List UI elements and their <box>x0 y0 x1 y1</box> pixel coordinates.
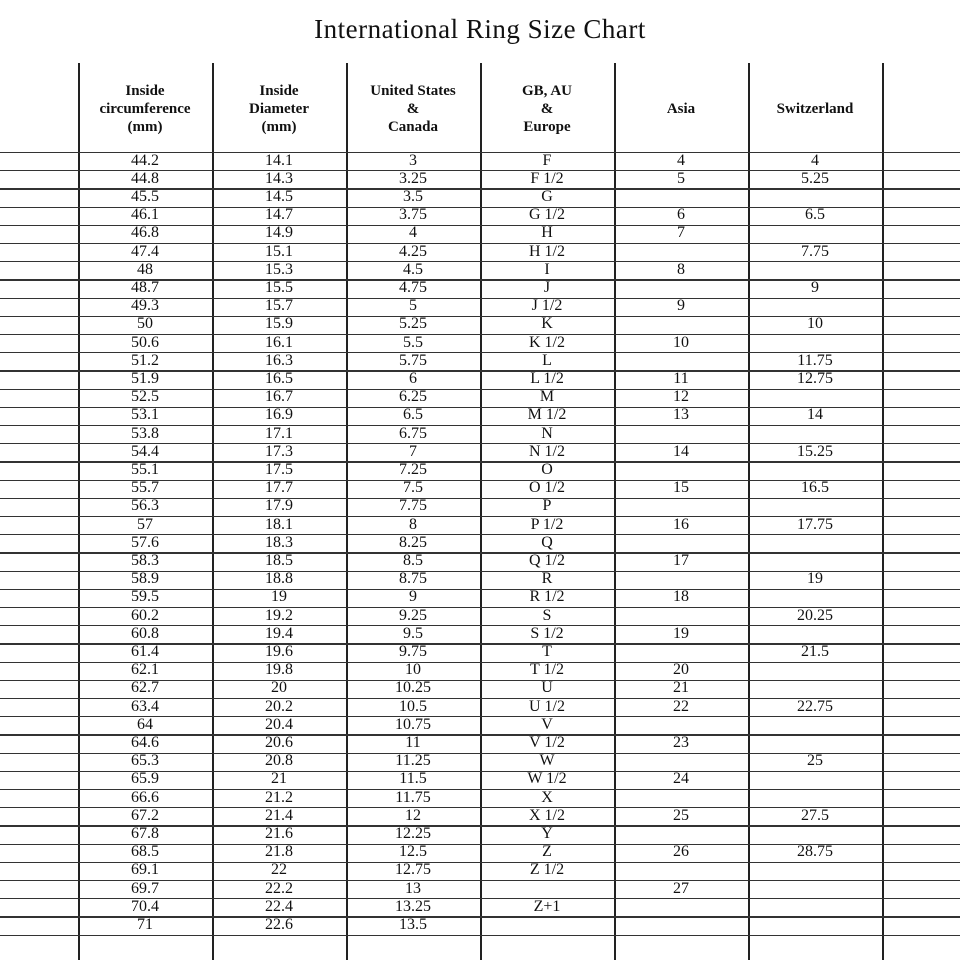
cell-asia: 9 <box>677 297 685 315</box>
cell-us: 3 <box>409 151 417 169</box>
cell-asia: 22 <box>673 697 689 715</box>
cell-diam: 21.8 <box>265 843 293 861</box>
cell-gb: P <box>542 497 552 515</box>
cell-gb: Z+1 <box>533 897 561 915</box>
cell-circ: 56.3 <box>131 497 159 515</box>
cell-asia: 19 <box>673 624 689 642</box>
cell-asia: 5 <box>677 169 685 187</box>
cell-us: 6 <box>409 369 417 387</box>
header-line: Inside <box>259 83 299 99</box>
cell-circ: 68.5 <box>131 843 159 861</box>
cell-circ: 70.4 <box>131 897 159 915</box>
cell-asia: 16 <box>673 515 689 533</box>
cell-swiss: 28.75 <box>797 843 833 861</box>
cell-us: 13.5 <box>399 915 427 933</box>
cell-gb: O <box>541 460 553 478</box>
cell-swiss: 22.75 <box>797 697 833 715</box>
cell-diam: 14.1 <box>265 151 293 169</box>
cell-gb: U <box>541 679 553 697</box>
cell-us: 10.75 <box>395 715 431 733</box>
cell-diam: 15.5 <box>265 278 293 296</box>
cell-us: 6.5 <box>403 406 423 424</box>
cell-circ: 64 <box>137 715 153 733</box>
cell-gb: N <box>541 424 553 442</box>
header-line: Diameter <box>249 101 309 117</box>
cell-diam: 19 <box>271 588 287 606</box>
cell-gb: W 1/2 <box>527 770 567 788</box>
cell-us: 4.25 <box>399 242 427 260</box>
cell-diam: 16.9 <box>265 406 293 424</box>
cell-us: 8 <box>409 515 417 533</box>
cell-gb: N 1/2 <box>529 442 565 460</box>
cell-swiss: 7.75 <box>801 242 829 260</box>
cell-swiss: 6.5 <box>805 206 825 224</box>
header-line: Europe <box>523 119 571 135</box>
cell-diam: 16.1 <box>265 333 293 351</box>
cell-diam: 22.6 <box>265 915 293 933</box>
cell-asia: 14 <box>673 442 689 460</box>
cell-asia: 15 <box>673 479 689 497</box>
header-line: circumference <box>99 101 191 117</box>
cell-circ: 66.6 <box>131 788 159 806</box>
cell-us: 11.75 <box>395 788 431 806</box>
cell-swiss: 15.25 <box>797 442 833 460</box>
cell-us: 5.25 <box>399 315 427 333</box>
cell-circ: 49.3 <box>131 297 159 315</box>
cell-circ: 48.7 <box>131 278 159 296</box>
cell-swiss: 12.75 <box>797 369 833 387</box>
cell-us: 9.5 <box>403 624 423 642</box>
cell-gb: S 1/2 <box>530 624 564 642</box>
cell-gb: M 1/2 <box>527 406 567 424</box>
cell-gb: X <box>541 788 553 806</box>
cell-us: 5.75 <box>399 351 427 369</box>
header-line: Inside <box>125 83 165 99</box>
cell-us: 5 <box>409 297 417 315</box>
cell-us: 5.5 <box>403 333 423 351</box>
header-swiss <box>748 70 882 148</box>
cell-gb: W <box>539 752 555 770</box>
cell-asia: 6 <box>677 206 685 224</box>
cell-gb: K 1/2 <box>529 333 565 351</box>
cell-diam: 15.3 <box>265 260 293 278</box>
cell-asia: 25 <box>673 806 689 824</box>
cell-diam: 19.2 <box>265 606 293 624</box>
cell-diam: 14.5 <box>265 187 293 205</box>
cell-gb: T <box>542 642 552 660</box>
cell-asia: 27 <box>673 879 689 897</box>
cell-swiss: 14 <box>807 406 823 424</box>
header-line: Asia <box>666 101 696 117</box>
cell-us: 12.5 <box>399 843 427 861</box>
cell-us: 10.25 <box>395 679 431 697</box>
cell-swiss: 20.25 <box>797 606 833 624</box>
cell-swiss: 27.5 <box>801 806 829 824</box>
cell-gb: I <box>544 260 550 278</box>
cell-gb: L <box>542 351 552 369</box>
cell-gb: F 1/2 <box>530 169 564 187</box>
cell-us: 3.75 <box>399 206 427 224</box>
cell-us: 4.75 <box>399 278 427 296</box>
cell-circ: 51.9 <box>131 369 159 387</box>
cell-circ: 58.3 <box>131 551 159 569</box>
cell-diam: 14.3 <box>265 169 293 187</box>
cell-diam: 21.4 <box>265 806 293 824</box>
cell-us: 9.25 <box>399 606 427 624</box>
cell-swiss: 10 <box>807 315 823 333</box>
cell-gb: R <box>541 570 553 588</box>
row-rule <box>0 935 960 936</box>
cell-circ: 53.8 <box>131 424 159 442</box>
cell-us: 12.25 <box>395 824 431 842</box>
cell-circ: 61.4 <box>131 642 159 660</box>
cell-gb: U 1/2 <box>529 697 565 715</box>
cell-swiss: 5.25 <box>801 169 829 187</box>
cell-gb: S <box>542 606 552 624</box>
cell-gb: H <box>541 224 553 242</box>
cell-diam: 15.9 <box>265 315 293 333</box>
cell-us: 3.25 <box>399 169 427 187</box>
cell-circ: 69.7 <box>131 879 159 897</box>
cell-gb: K <box>541 315 553 333</box>
cell-circ: 69.1 <box>131 861 159 879</box>
cell-circ: 46.8 <box>131 224 159 242</box>
cell-us: 10.5 <box>399 697 427 715</box>
cell-diam: 17.3 <box>265 442 293 460</box>
cell-gb: O 1/2 <box>529 479 565 497</box>
cell-diam: 17.9 <box>265 497 293 515</box>
cell-gb: M <box>539 388 555 406</box>
cell-circ: 59.5 <box>131 588 159 606</box>
cell-diam: 18.3 <box>265 533 293 551</box>
cell-swiss: 4 <box>811 151 819 169</box>
cell-us: 11 <box>405 733 421 751</box>
header-line: & <box>406 101 420 117</box>
cell-us: 12 <box>405 806 421 824</box>
cell-diam: 19.8 <box>265 661 293 679</box>
cell-asia: 7 <box>677 224 685 242</box>
header-line: United States <box>370 83 456 99</box>
cell-circ: 52.5 <box>131 388 159 406</box>
cell-gb: X 1/2 <box>529 806 565 824</box>
cell-circ: 65.3 <box>131 752 159 770</box>
cell-asia: 24 <box>673 770 689 788</box>
cell-circ: 45.5 <box>131 187 159 205</box>
cell-gb: G 1/2 <box>529 206 565 224</box>
cell-diam: 18.8 <box>265 570 293 588</box>
cell-gb: H 1/2 <box>529 242 565 260</box>
cell-circ: 63.4 <box>131 697 159 715</box>
cell-diam: 21.6 <box>265 824 293 842</box>
cell-us: 7.75 <box>399 497 427 515</box>
cell-diam: 20.8 <box>265 752 293 770</box>
cell-gb: Z 1/2 <box>529 861 565 879</box>
cell-us: 10 <box>405 661 421 679</box>
cell-diam: 20.2 <box>265 697 293 715</box>
cell-gb: R 1/2 <box>529 588 565 606</box>
cell-asia: 11 <box>673 369 689 387</box>
cell-circ: 62.7 <box>131 679 159 697</box>
cell-gb: F <box>542 151 552 169</box>
header-line: GB, AU <box>521 83 572 99</box>
cell-asia: 8 <box>677 260 685 278</box>
cell-diam: 14.7 <box>265 206 293 224</box>
cell-circ: 54.4 <box>131 442 159 460</box>
cell-diam: 20.4 <box>265 715 293 733</box>
cell-us: 8.5 <box>403 551 423 569</box>
cell-us: 11.25 <box>395 752 431 770</box>
cell-diam: 16.3 <box>265 351 293 369</box>
cell-gb: V <box>541 715 553 733</box>
header-line: (mm) <box>127 119 163 135</box>
cell-us: 9 <box>409 588 417 606</box>
cell-circ: 50 <box>137 315 153 333</box>
cell-circ: 57.6 <box>131 533 159 551</box>
cell-circ: 44.2 <box>131 151 159 169</box>
cell-gb: P 1/2 <box>530 515 564 533</box>
cell-us: 3.5 <box>403 187 423 205</box>
cell-us: 4 <box>409 224 417 242</box>
cell-circ: 55.1 <box>131 460 159 478</box>
cell-gb: Q <box>541 533 553 551</box>
cell-gb: T 1/2 <box>530 661 564 679</box>
cell-diam: 19.6 <box>265 642 293 660</box>
cell-us: 4.5 <box>403 260 423 278</box>
cell-gb: Q 1/2 <box>529 551 565 569</box>
cell-us: 8.75 <box>399 570 427 588</box>
header-line: (mm) <box>261 119 297 135</box>
cell-diam: 14.9 <box>265 224 293 242</box>
cell-circ: 55.7 <box>131 479 159 497</box>
cell-circ: 46.1 <box>131 206 159 224</box>
cell-us: 7 <box>409 442 417 460</box>
cell-circ: 57 <box>137 515 153 533</box>
cell-asia: 23 <box>673 733 689 751</box>
cell-us: 11.5 <box>399 770 427 788</box>
cell-diam: 21.2 <box>265 788 293 806</box>
cell-swiss: 25 <box>807 752 823 770</box>
cell-asia: 4 <box>677 151 685 169</box>
page-title: International Ring Size Chart <box>314 14 646 44</box>
cell-us: 6.75 <box>399 424 427 442</box>
cell-asia: 20 <box>673 661 689 679</box>
cell-diam: 21 <box>271 770 287 788</box>
cell-diam: 18.1 <box>265 515 293 533</box>
cell-swiss: 9 <box>811 278 819 296</box>
cell-gb: V 1/2 <box>529 733 565 751</box>
cell-us: 12.75 <box>395 861 431 879</box>
cell-diam: 20 <box>271 679 287 697</box>
cell-diam: 18.5 <box>265 551 293 569</box>
cell-swiss: 16.5 <box>801 479 829 497</box>
cell-swiss: 11.75 <box>797 351 833 369</box>
cell-us: 7.5 <box>403 479 423 497</box>
cell-diam: 19.4 <box>265 624 293 642</box>
cell-gb: J 1/2 <box>531 297 563 315</box>
header-gb <box>480 70 614 148</box>
header-line: & <box>540 101 554 117</box>
cell-gb: G <box>541 187 553 205</box>
cell-circ: 67.2 <box>131 806 159 824</box>
header-diam <box>212 70 346 148</box>
cell-diam: 16.5 <box>265 369 293 387</box>
cell-us: 7.25 <box>399 460 427 478</box>
cell-circ: 67.8 <box>131 824 159 842</box>
cell-diam: 20.6 <box>265 733 293 751</box>
cell-circ: 51.2 <box>131 351 159 369</box>
cell-swiss: 19 <box>807 570 823 588</box>
cell-diam: 17.5 <box>265 460 293 478</box>
cell-asia: 17 <box>673 551 689 569</box>
cell-us: 9.75 <box>399 642 427 660</box>
header-us <box>346 70 480 148</box>
cell-diam: 17.1 <box>265 424 293 442</box>
cell-us: 8.25 <box>399 533 427 551</box>
header-line: Switzerland <box>776 101 854 117</box>
cell-diam: 22.4 <box>265 897 293 915</box>
header-line: Canada <box>387 119 438 135</box>
cell-circ: 48 <box>137 260 153 278</box>
cell-circ: 47.4 <box>131 242 159 260</box>
cell-asia: 26 <box>673 843 689 861</box>
cell-gb: Z <box>542 843 552 861</box>
cell-asia: 10 <box>673 333 689 351</box>
cell-diam: 22.2 <box>265 879 293 897</box>
cell-circ: 58.9 <box>131 570 159 588</box>
cell-gb: Y <box>541 824 553 842</box>
cell-circ: 60.8 <box>131 624 159 642</box>
header-asia <box>614 70 748 148</box>
cell-circ: 44.8 <box>131 169 159 187</box>
cell-circ: 53.1 <box>131 406 159 424</box>
cell-circ: 65.9 <box>131 770 159 788</box>
cell-gb: L 1/2 <box>530 369 564 387</box>
cell-diam: 17.7 <box>265 479 293 497</box>
cell-us: 13 <box>405 879 421 897</box>
cell-swiss: 21.5 <box>801 642 829 660</box>
cell-circ: 71 <box>137 915 153 933</box>
cell-diam: 16.7 <box>265 388 293 406</box>
cell-us: 13.25 <box>395 897 431 915</box>
cell-diam: 22 <box>271 861 287 879</box>
cell-diam: 15.7 <box>265 297 293 315</box>
cell-asia: 21 <box>673 679 689 697</box>
cell-circ: 64.6 <box>131 733 159 751</box>
cell-asia: 12 <box>673 388 689 406</box>
cell-us: 6.25 <box>399 388 427 406</box>
cell-circ: 62.1 <box>131 661 159 679</box>
cell-diam: 15.1 <box>265 242 293 260</box>
cell-asia: 13 <box>673 406 689 424</box>
header-circ <box>78 70 212 148</box>
cell-asia: 18 <box>673 588 689 606</box>
cell-circ: 60.2 <box>131 606 159 624</box>
cell-gb: J <box>543 278 551 296</box>
cell-swiss: 17.75 <box>797 515 833 533</box>
cell-circ: 50.6 <box>131 333 159 351</box>
